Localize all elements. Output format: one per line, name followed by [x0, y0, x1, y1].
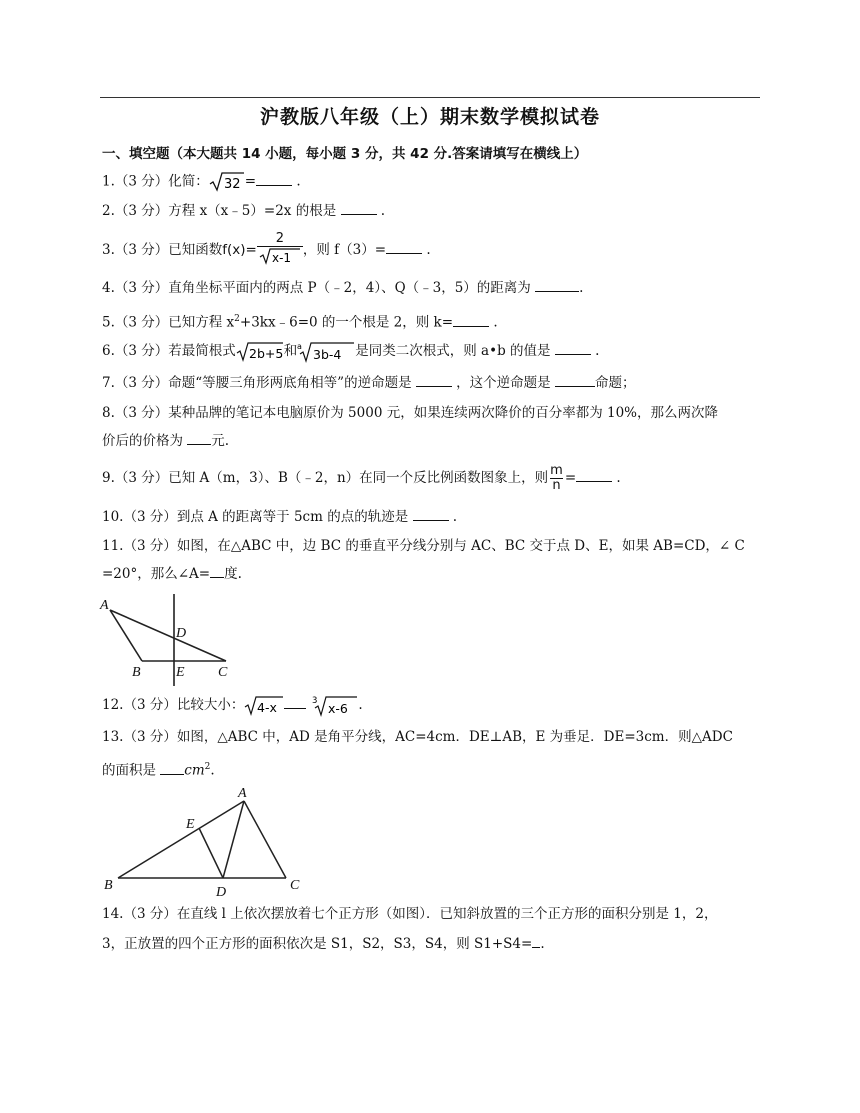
q2-equation: x（x﹣5）=2x	[199, 203, 292, 219]
q11-label-b: B	[132, 665, 141, 680]
q11-tail: 度.	[224, 566, 242, 582]
q2-mid: 的根是	[291, 203, 341, 219]
q11-side-ac	[110, 610, 226, 661]
q3-fraction	[257, 232, 303, 269]
q6-answer-blank[interactable]	[555, 341, 591, 355]
q5-prefix: 5.（3 分）已知方程 x	[102, 314, 235, 331]
q10-answer-blank[interactable]	[413, 507, 449, 521]
q6-tail: .	[590, 343, 600, 359]
q13-figure	[96, 782, 316, 898]
page-title: 沪教版八年级（上）期末数学模拟试卷	[259, 106, 600, 128]
q8-line2: 价后的价格为	[102, 433, 188, 449]
q13-tail: .	[210, 762, 215, 779]
question-12	[102, 693, 363, 718]
top-rule	[100, 97, 760, 98]
q14-line2: 3，正放置的四个正方形的面积依次是 S1，S2，S3，S4，则 S1+S4=	[102, 936, 533, 952]
q8-answer-blank[interactable]	[187, 431, 211, 445]
q11-answer-blank[interactable]	[210, 564, 224, 578]
question-5	[102, 309, 498, 333]
q1-radicand: 32	[223, 177, 241, 192]
q12-index: 3	[312, 695, 318, 706]
q11-label-e: E	[176, 665, 185, 680]
q5-answer-blank[interactable]	[453, 313, 489, 327]
question-1	[102, 171, 301, 193]
q13-label-c: C	[290, 878, 300, 893]
q3-tail: .	[422, 242, 431, 258]
question-13-line-1: 13.（3 分）如图，△ABC 中，AD 是角平分线，AC=4cm．DE⊥AB，E 为垂足．DE=3cm．则△ADC	[102, 729, 733, 745]
question-4	[102, 278, 583, 298]
q14-tail: .	[540, 936, 545, 952]
q6-radicand-2: 3b-4	[313, 346, 342, 362]
q13-label-d: D	[216, 885, 227, 898]
q2-prefix: 2.（3 分）方程	[102, 203, 200, 219]
q12-tail: .	[358, 697, 363, 713]
q9-denominator: n	[552, 478, 561, 493]
question-11-line-2	[102, 564, 242, 584]
q3-numerator: 2	[275, 231, 284, 246]
question-8-line-2	[102, 431, 229, 451]
q13-label-a: A	[238, 786, 247, 801]
q12-radical-1	[244, 695, 284, 717]
q12-answer-blank[interactable]	[284, 695, 306, 709]
q10-tail: .	[448, 509, 458, 525]
q12-radical-2	[312, 694, 358, 718]
q7-mid: ，这个逆命题是	[451, 375, 555, 391]
q6-radical-1	[236, 341, 284, 363]
q7-answer-blank-2[interactable]	[555, 373, 595, 387]
q13-superscript: 2	[204, 762, 211, 772]
q13-unit: cm	[184, 762, 205, 779]
q12-prefix: 12.（3 分）比较大小：	[102, 697, 245, 713]
q5-rest: +3kx﹣6=0 的一个根是 2，则 k=	[239, 314, 454, 331]
question-7	[102, 373, 635, 393]
q1-prefix: 1.（3 分）化简：	[102, 173, 209, 190]
q11-label-a: A	[100, 598, 109, 613]
q9-prefix: 9.（3 分）已知 A（m，3）、B（﹣2，n）在同一个反比例函数图象上，则	[102, 470, 549, 486]
q9-fraction	[548, 464, 565, 493]
q8-tail: 元.	[211, 433, 230, 449]
question-2	[102, 201, 385, 221]
question-13-line-2	[102, 757, 215, 781]
q13-answer-blank[interactable]	[160, 761, 184, 775]
question-10	[102, 507, 457, 527]
q5-tail: .	[489, 314, 498, 331]
q3-answer-blank[interactable]	[386, 240, 422, 254]
q2-tail: .	[376, 203, 386, 219]
q13-label-e: E	[186, 817, 195, 832]
q13-perpendicular-de	[199, 828, 223, 878]
question-6	[102, 339, 599, 364]
q11-figure	[96, 592, 246, 688]
q10-prefix: 10.（3 分）到点 A 的距离等于 5cm 的点的轨迹是	[102, 509, 413, 525]
q6-radical-2	[297, 340, 355, 364]
q7-answer-blank-1[interactable]	[416, 373, 452, 387]
q6-prefix: 6.（3 分）若最简根式	[102, 343, 236, 359]
q7-tail: 命题；	[594, 375, 636, 391]
question-3	[102, 232, 431, 269]
q3-den-radicand: x-1	[271, 251, 291, 265]
q3-function-name: f(x)=	[222, 242, 257, 258]
q13-label-b: B	[104, 878, 113, 893]
q3-denominator	[257, 246, 303, 269]
q4-tail: .	[579, 280, 584, 296]
q2-answer-blank[interactable]	[341, 201, 377, 215]
question-14-line-1: 14.（3 分）在直线 l 上依次摆放着七个正方形（如图）．已知斜放置的三个正方形的面积分别是 1，2，	[102, 906, 718, 922]
q7-prefix: 7.（3 分）命题“等腰三角形两底角相等”的逆命题是	[102, 375, 416, 391]
q6-mid: 是同类二次根式，则 a•b 的值是	[355, 343, 555, 359]
q12-radicand-1: 4-x	[257, 699, 278, 715]
q1-answer-blank[interactable]	[256, 172, 292, 186]
question-14-line-2	[102, 934, 545, 954]
question-8-line-1: 8.（3 分）某种品牌的笔记本电脑原价为 5000 元，如果连续两次降价的百分率都为 10%，那么两次降	[102, 405, 718, 421]
q13-line2: 的面积是	[102, 762, 161, 779]
q1-tail: .	[292, 173, 301, 190]
q4-text: 4.（3 分）直角坐标平面内的两点 P（﹣2，4）、Q（﹣3，5）的距离为	[102, 280, 536, 296]
section-heading: 一、填空题（本大题共 14 小题，每小题 3 分，共 42 分.答案请填写在横线上）	[102, 146, 588, 162]
q6-index: a	[297, 341, 303, 351]
question-11-line-1: 11.（3 分）如图，在△ABC 中，边 BC 的垂直平分线分别与 AC、BC 交于点 D、E，如果 AB=CD，∠ C	[102, 538, 745, 554]
q5-superscript: 2	[234, 314, 240, 324]
q13-side-ab	[118, 801, 244, 878]
q1-radical	[209, 171, 245, 193]
q6-and: 和	[283, 343, 298, 359]
q9-equals: =	[564, 470, 577, 486]
q3-mid: ，则 f（3）=	[302, 242, 387, 258]
q9-answer-blank[interactable]	[576, 468, 612, 482]
q11-label-d: D	[176, 626, 187, 641]
q11-line2: =20°，那么∠A=	[102, 566, 211, 582]
q1-equals: =	[244, 173, 257, 190]
q3-prefix: 3.（3 分）已知函数	[102, 242, 223, 258]
q4-answer-blank[interactable]	[535, 278, 579, 292]
q9-tail: .	[612, 470, 621, 486]
question-9	[102, 461, 621, 495]
q6-radicand-1: 2b+5	[248, 345, 284, 361]
q9-numerator: m	[550, 463, 563, 478]
q11-label-c: C	[218, 665, 228, 680]
q12-radicand-2: x-6	[328, 700, 349, 716]
q13-side-ac	[244, 801, 286, 878]
